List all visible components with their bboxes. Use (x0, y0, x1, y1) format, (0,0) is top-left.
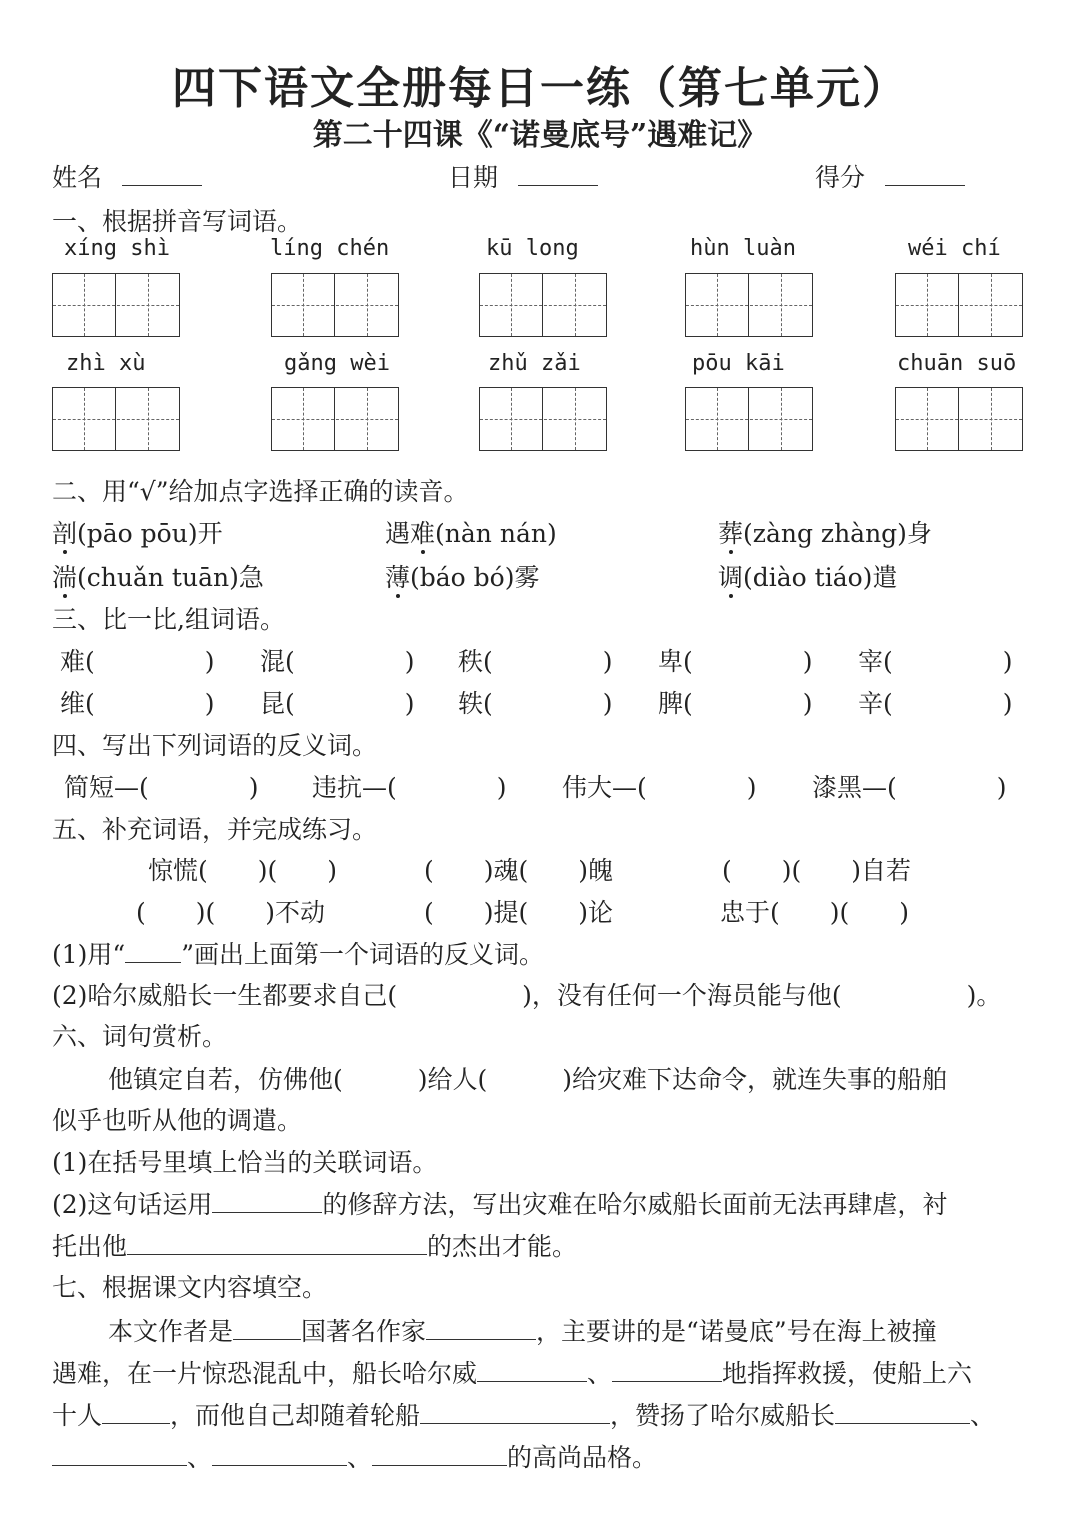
pinyin-label: zhǔ zǎi (488, 351, 581, 376)
name-blank[interactable] (122, 160, 202, 186)
reading-choice[interactable] (385, 514, 557, 550)
reading-choice[interactable] (718, 514, 932, 550)
antonym-item[interactable]: 伟大—( ) (562, 773, 757, 802)
reading-choice[interactable] (52, 514, 223, 550)
compare-char: 辛 (858, 689, 884, 718)
question-6-2-cont (52, 1227, 577, 1263)
question-5-2[interactable]: (2)哈尔威船长一生都要求自己( )，没有任何一个海员能与他( )。 (52, 981, 1002, 1010)
section-2-heading: 二、用“√”给加点字选择正确的读音。 (52, 477, 469, 506)
answer-blank[interactable] (835, 1398, 970, 1424)
fill-text: ，赞扬了哈尔威船长 (610, 1401, 836, 1430)
compare-item[interactable]: 宰( ) (858, 647, 1013, 676)
fill-text: 地指挥救援，使船上六 (722, 1359, 973, 1388)
answer-blank[interactable] (102, 1398, 170, 1424)
pinyin-label: gǎng wèi (284, 351, 390, 376)
answer-blank[interactable] (477, 1356, 587, 1382)
compare-char: 轶 (458, 689, 484, 718)
choice-options: (chuǎn tuān)急 (77, 563, 264, 592)
writing-grid[interactable] (479, 273, 607, 337)
choice-prefix: 遇 (385, 519, 411, 548)
reading-choice[interactable] (385, 558, 539, 594)
antonym-word: 简短— (64, 773, 140, 802)
pinyin-label: kū long (486, 236, 579, 261)
pinyin-label: chuān suō (897, 351, 1017, 376)
compare-item[interactable]: 难( ) (60, 647, 215, 676)
answer-blank[interactable] (426, 1314, 536, 1340)
writing-grid[interactable] (271, 387, 399, 451)
score-label: 得分 (815, 163, 866, 192)
score-field (815, 158, 965, 194)
fill-text: 的高尚品格。 (507, 1443, 658, 1472)
pinyin-label: líng chén (270, 236, 390, 261)
fill-text: 本文作者是 (108, 1317, 234, 1346)
compare-char: 维 (60, 689, 86, 718)
sample-underline (125, 937, 181, 963)
choice-options: (diào tiáo)遣 (743, 563, 898, 592)
compare-char: 难 (60, 647, 86, 676)
choice-options: (báo bó)雾 (410, 563, 540, 592)
idiom-blank[interactable]: 忠于( )( ) (720, 898, 910, 927)
idiom-blank[interactable]: ( )( )自若 (722, 856, 912, 885)
writing-grid[interactable] (895, 273, 1023, 337)
idiom-blank[interactable]: ( )魂( )魄 (424, 856, 614, 885)
choice-options: (zàng zhàng)身 (743, 519, 932, 548)
compare-item[interactable]: 昆( ) (260, 689, 415, 718)
compare-item[interactable]: 辛( ) (858, 689, 1013, 718)
dotted-char: 薄 (385, 558, 410, 594)
fill-text: ，而他自己却随着轮船 (170, 1401, 421, 1430)
pinyin-label: hùn luàn (690, 236, 796, 261)
dotted-char: 剖 (52, 514, 77, 550)
antonym-item[interactable]: 违抗—( ) (312, 773, 507, 802)
score-blank[interactable] (885, 160, 965, 186)
dotted-char: 难 (410, 514, 435, 550)
passage-line: 似乎也听从他的调遣。 (52, 1106, 303, 1135)
fill-text: 、 (187, 1443, 213, 1472)
compare-item[interactable]: 轶( ) (458, 689, 613, 718)
dotted-char: 湍 (52, 558, 77, 594)
pinyin-label: zhì xù (66, 351, 146, 376)
q-text: (1)用“ (52, 940, 126, 969)
compare-item[interactable]: 混( ) (260, 647, 415, 676)
fill-text: 国著名作家 (301, 1317, 427, 1346)
antonym-word: 漆黑— (812, 773, 888, 802)
section-5-heading: 五、补充词语，并完成练习。 (52, 815, 378, 844)
question-6-1: (1)在括号里填上恰当的关联词语。 (52, 1148, 438, 1177)
reading-choice[interactable] (718, 558, 897, 594)
answer-blank[interactable] (212, 1187, 322, 1213)
dotted-char: 葬 (718, 514, 743, 550)
compare-char: 脾 (658, 689, 684, 718)
answer-blank[interactable] (420, 1398, 610, 1424)
writing-grid[interactable] (895, 387, 1023, 451)
fill-text: 、 (587, 1359, 613, 1388)
fill-line-4 (52, 1438, 657, 1474)
fill-text: 、 (347, 1443, 373, 1472)
fill-text: 遇难，在一片惊恐混乱中，船长哈尔威 (52, 1359, 478, 1388)
fill-line-1 (108, 1312, 937, 1348)
antonym-word: 违抗— (312, 773, 388, 802)
question-5-1 (52, 935, 544, 971)
fill-text: 、 (970, 1401, 996, 1430)
choice-options: (pāo pōu)开 (77, 519, 223, 548)
lesson-subtitle: 第二十四课《“诺曼底号”遇难记》 (312, 118, 768, 153)
writing-grid[interactable] (52, 387, 180, 451)
answer-blank[interactable] (52, 1440, 187, 1466)
q-text: ”画出上面第一个词语的反义词。 (181, 940, 544, 969)
section-7-heading: 七、根据课文内容填空。 (52, 1273, 328, 1302)
answer-blank[interactable] (372, 1440, 507, 1466)
idiom-blank[interactable]: ( )( )不动 (136, 898, 326, 927)
antonym-item[interactable]: 简短—( ) (64, 773, 259, 802)
idiom-blank[interactable]: ( )提( )论 (424, 898, 614, 927)
page-title: 四下语文全册每日一练（第七单元） (172, 63, 908, 114)
section-3-heading: 三、比一比,组词语。 (52, 605, 285, 634)
compare-item[interactable]: 脾( ) (658, 689, 813, 718)
date-label: 日期 (448, 163, 499, 192)
fill-line-3 (52, 1396, 995, 1432)
compare-item[interactable]: 秩( ) (458, 647, 613, 676)
fill-line-2 (52, 1354, 972, 1390)
section-6-heading: 六、词句赏析。 (52, 1022, 228, 1051)
idiom-blank[interactable]: 惊慌( )( ) (148, 856, 338, 885)
dotted-char: 调 (718, 558, 743, 594)
pinyin-label: wéi chí (908, 236, 1001, 261)
compare-char: 混 (260, 647, 286, 676)
compare-char: 昆 (260, 689, 286, 718)
answer-blank[interactable] (127, 1229, 427, 1255)
antonym-word: 伟大— (562, 773, 638, 802)
compare-item[interactable]: 卑( ) (658, 647, 813, 676)
answer-blank[interactable] (612, 1356, 722, 1382)
writing-grid[interactable] (685, 387, 813, 451)
answer-blank[interactable] (233, 1314, 301, 1340)
writing-grid[interactable] (52, 273, 180, 337)
answer-blank[interactable] (212, 1440, 347, 1466)
compare-char: 卑 (658, 647, 684, 676)
q-text: 的杰出才能。 (427, 1232, 578, 1261)
reading-choice[interactable] (52, 558, 264, 594)
writing-grid[interactable] (271, 273, 399, 337)
q-text: 托出他 (52, 1232, 128, 1261)
fill-text: 十人 (52, 1401, 103, 1430)
compare-char: 宰 (858, 647, 884, 676)
choice-options: (nàn nán) (435, 519, 557, 548)
antonym-item[interactable]: 漆黑—( ) (812, 773, 1007, 802)
writing-grid[interactable] (685, 273, 813, 337)
pinyin-label: xíng shì (64, 236, 170, 261)
compare-item[interactable]: 维( ) (60, 689, 215, 718)
compare-char: 秩 (458, 647, 484, 676)
name-field (52, 158, 202, 194)
date-field (448, 158, 598, 194)
q-text: 的修辞方法，写出灾难在哈尔威船长面前无法再肆虐，衬 (322, 1190, 948, 1219)
q-text: (2)这句话运用 (52, 1190, 213, 1219)
section-4-heading: 四、写出下列词语的反义词。 (52, 731, 378, 760)
question-6-2 (52, 1185, 947, 1221)
passage-line: 他镇定自若，仿佛他( )给人( )给灾难下达命令，就连失事的船舶 (108, 1065, 948, 1094)
fill-text: ，主要讲的是“诺曼底”号在海上被撞 (536, 1317, 937, 1346)
date-blank[interactable] (518, 160, 598, 186)
writing-grid[interactable] (479, 387, 607, 451)
pinyin-label: pōu kāi (692, 351, 785, 376)
name-label: 姓名 (52, 163, 103, 192)
section-1-heading: 一、根据拼音写词语。 (52, 207, 303, 236)
